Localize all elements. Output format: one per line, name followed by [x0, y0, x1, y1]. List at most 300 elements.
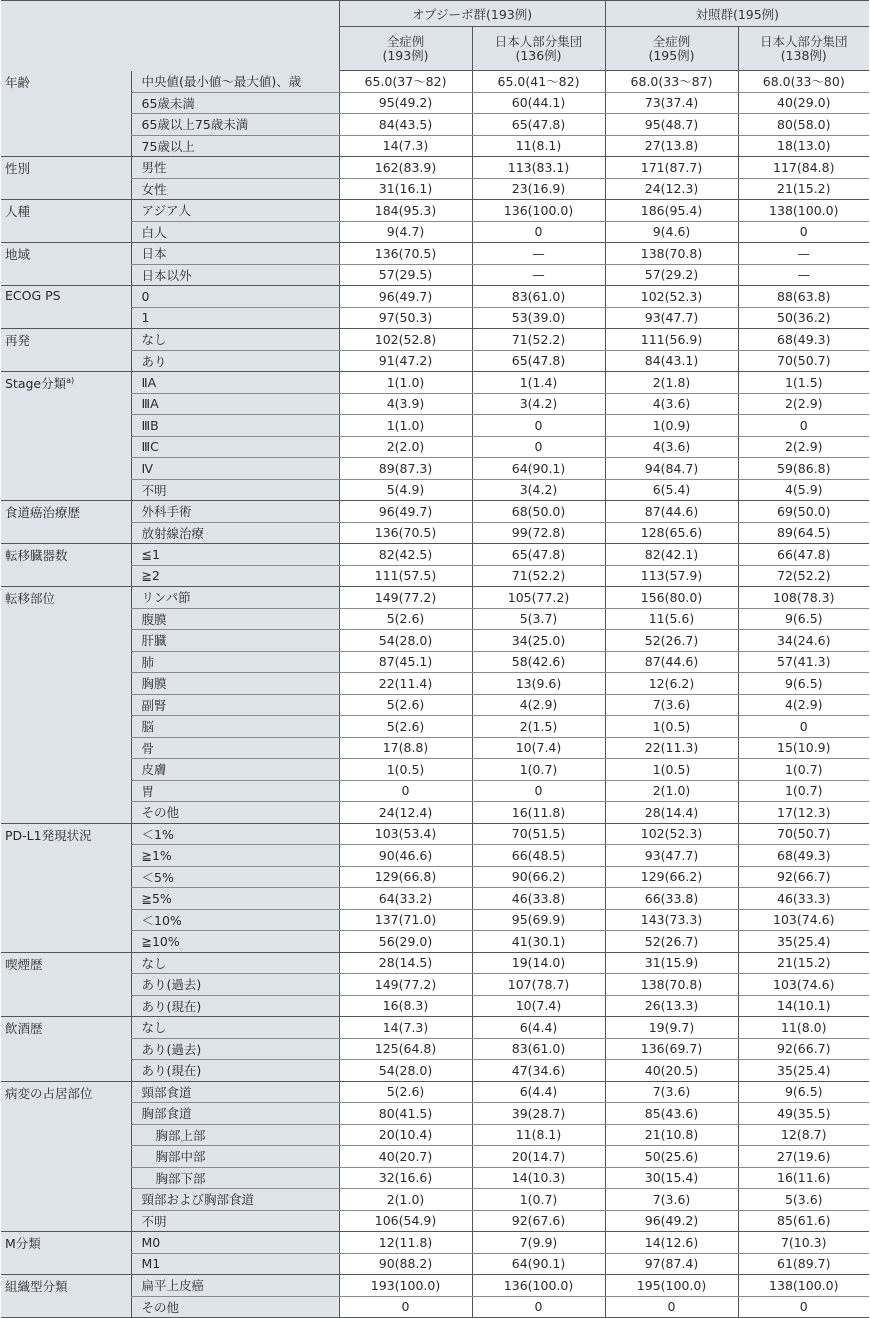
category-label: 転移臓器数 [5, 548, 68, 563]
row-label: ＜5% [131, 866, 339, 888]
row-label: ≦1 [131, 544, 339, 566]
value-cell: 0 [339, 1296, 472, 1318]
value-cell: 5(4.9) [339, 479, 472, 501]
category-label: 年齢 [5, 74, 31, 90]
row-label: 胸部食道 [131, 1103, 339, 1125]
row-category [1, 243, 131, 286]
header-corner [1, 1, 339, 71]
value-cell: 80(58.0) [738, 114, 869, 136]
value-cell: — [738, 264, 869, 286]
value-cell: 20(14.7) [472, 1146, 605, 1168]
row-label: ⅢB [131, 415, 339, 437]
category-label: 食道癌治療歴 [5, 505, 81, 520]
value-cell: 113(57.9) [605, 565, 738, 587]
table-row [1, 716, 869, 738]
value-cell: 129(66.2) [605, 866, 738, 888]
table-row [1, 1189, 869, 1211]
value-cell: 84(43.5) [339, 114, 472, 136]
row-label: M1 [131, 1253, 339, 1275]
row-category [1, 200, 131, 243]
value-cell: 5(2.6) [339, 716, 472, 738]
value-cell: 96(49.7) [339, 286, 472, 308]
value-cell: 35(25.4) [738, 931, 869, 953]
value-cell: 136(70.5) [339, 243, 472, 265]
row-label: 0 [131, 286, 339, 308]
table-row [1, 501, 869, 523]
value-cell: 2(1.0) [339, 1189, 472, 1211]
row-label: 1 [131, 307, 339, 329]
row-label: 副腎 [131, 694, 339, 716]
category-label: 組織型分類 [5, 1279, 68, 1294]
demographics-table [1, 0, 869, 1318]
value-cell: 125(64.8) [339, 1038, 472, 1060]
row-label: 不明 [131, 1210, 339, 1232]
value-cell: 5(2.6) [339, 608, 472, 630]
row-label: 腹膜 [131, 608, 339, 630]
value-cell: 34(24.6) [738, 630, 869, 652]
value-cell: 95(69.9) [472, 909, 605, 931]
value-cell: 30(15.4) [605, 1167, 738, 1189]
table-row [1, 71, 869, 93]
value-cell: 14(10.1) [738, 995, 869, 1017]
value-cell: 64(90.1) [472, 1253, 605, 1275]
table-row [1, 393, 869, 415]
table-row [1, 608, 869, 630]
value-cell: 5(2.6) [339, 694, 472, 716]
row-label: あり(過去) [131, 974, 339, 996]
footnote-marker: a) [66, 375, 75, 385]
value-cell: 9(4.6) [605, 221, 738, 243]
row-label: 扁平上皮癌 [131, 1275, 339, 1297]
row-label: あり(過去) [131, 1038, 339, 1060]
category-label: 再発 [5, 333, 31, 348]
row-label: ⅢA [131, 393, 339, 415]
row-label: 放射線治療 [131, 522, 339, 544]
table-row [1, 780, 869, 802]
value-cell: 59(86.8) [738, 458, 869, 480]
row-label: 頸部食道 [131, 1081, 339, 1103]
table-row [1, 866, 869, 888]
category-label: 喫煙歴 [5, 956, 43, 972]
row-category [1, 1017, 131, 1082]
value-cell: 9(4.7) [339, 221, 472, 243]
row-label: ≧2 [131, 565, 339, 587]
value-cell: 4(2.9) [472, 694, 605, 716]
row-label: Ⅳ [131, 458, 339, 480]
value-cell: 90(88.2) [339, 1253, 472, 1275]
value-cell: 60(44.1) [472, 92, 605, 114]
row-label: 外科手術 [131, 501, 339, 523]
value-cell: 1(1.0) [339, 415, 472, 437]
value-cell: 14(12.6) [605, 1232, 738, 1254]
value-cell: 28(14.5) [339, 952, 472, 974]
row-label: 胸部上部 [131, 1124, 339, 1146]
row-label: ≧5% [131, 888, 339, 910]
row-label: ⅢC [131, 436, 339, 458]
table-row [1, 544, 869, 566]
value-cell: 0 [472, 415, 605, 437]
value-cell: 162(83.9) [339, 157, 472, 179]
value-cell: 68.0(33～87) [605, 71, 738, 93]
table-row [1, 372, 869, 394]
value-cell: — [472, 264, 605, 286]
row-label: 中央値(最小値～最大値)、歳 [131, 71, 339, 93]
value-cell: 93(47.7) [605, 307, 738, 329]
table-row [1, 1081, 869, 1103]
table-row [1, 1038, 869, 1060]
value-cell: — [472, 243, 605, 265]
value-cell: 103(74.6) [738, 909, 869, 931]
value-cell: 26(13.3) [605, 995, 738, 1017]
value-cell: 82(42.1) [605, 544, 738, 566]
value-cell: 138(70.8) [605, 243, 738, 265]
table-row [1, 1124, 869, 1146]
row-category [1, 1232, 131, 1275]
value-cell: 89(64.5) [738, 522, 869, 544]
value-cell: 0 [339, 780, 472, 802]
value-cell: 93(47.7) [605, 845, 738, 867]
value-cell: 68(49.3) [738, 845, 869, 867]
value-cell: 107(78.7) [472, 974, 605, 996]
value-cell: 4(2.9) [738, 694, 869, 716]
value-cell: 16(8.3) [339, 995, 472, 1017]
row-category [1, 587, 131, 824]
value-cell: 68.0(33～80) [738, 71, 869, 93]
value-cell: 22(11.4) [339, 673, 472, 695]
row-label: 男性 [131, 157, 339, 179]
value-cell: 85(43.6) [605, 1103, 738, 1125]
value-cell: 92(66.7) [738, 1038, 869, 1060]
table-row [1, 565, 869, 587]
value-cell: 22(11.3) [605, 737, 738, 759]
value-cell: 137(71.0) [339, 909, 472, 931]
value-cell: 105(77.2) [472, 587, 605, 609]
row-category [1, 823, 131, 952]
row-label: 皮膚 [131, 759, 339, 781]
value-cell: 99(72.8) [472, 522, 605, 544]
table-row [1, 995, 869, 1017]
value-cell: 15(10.9) [738, 737, 869, 759]
row-label: あり(現在) [131, 1060, 339, 1082]
row-category [1, 329, 131, 372]
row-label: 女性 [131, 178, 339, 200]
value-cell: 3(4.2) [472, 393, 605, 415]
value-cell: 65.0(41～82) [472, 71, 605, 93]
value-cell: 106(54.9) [339, 1210, 472, 1232]
value-cell: 70(51.5) [472, 823, 605, 845]
row-category [1, 544, 131, 587]
value-cell: 72(52.2) [738, 565, 869, 587]
category-label: 地域 [5, 247, 31, 262]
row-label: 頸部および胸部食道 [131, 1189, 339, 1211]
value-cell: 138(70.8) [605, 974, 738, 996]
row-label: 日本 [131, 243, 339, 265]
value-cell: 6(5.4) [605, 479, 738, 501]
value-cell: 4(5.9) [738, 479, 869, 501]
value-cell: 0 [738, 415, 869, 437]
value-cell: 2(2.9) [738, 436, 869, 458]
table-body [1, 71, 869, 1318]
value-cell: 70(50.7) [738, 823, 869, 845]
value-cell: 91(47.2) [339, 350, 472, 372]
value-cell: 129(66.8) [339, 866, 472, 888]
value-cell: 2(1.5) [472, 716, 605, 738]
value-cell: 1(0.7) [472, 759, 605, 781]
value-cell: 138(100.0) [738, 200, 869, 222]
value-cell: 19(14.0) [472, 952, 605, 974]
value-cell: 143(73.3) [605, 909, 738, 931]
row-label: その他 [131, 802, 339, 824]
value-cell: 96(49.7) [339, 501, 472, 523]
value-cell: 49(35.5) [738, 1103, 869, 1125]
row-label: その他 [131, 1296, 339, 1318]
table-row [1, 1296, 869, 1318]
table-row [1, 673, 869, 695]
row-label: 65歳未満 [131, 92, 339, 114]
subheader-japanese-subset: 日本人部分集団 (138例) [738, 27, 869, 71]
value-cell: 87(44.6) [605, 651, 738, 673]
table-row [1, 651, 869, 673]
value-cell: 0 [738, 716, 869, 738]
value-cell: 5(3.6) [738, 1189, 869, 1211]
value-cell: 1(1.0) [339, 372, 472, 394]
value-cell: 23(16.9) [472, 178, 605, 200]
table-row [1, 178, 869, 200]
category-label: 転移部位 [5, 591, 56, 606]
table-row [1, 737, 869, 759]
group-header-control: 対照群(195例) [605, 1, 869, 27]
value-cell: 9(6.5) [738, 673, 869, 695]
value-cell: 84(43.1) [605, 350, 738, 372]
row-label: 65歳以上75歳未満 [131, 114, 339, 136]
value-cell: 113(83.1) [472, 157, 605, 179]
table-row [1, 1060, 869, 1082]
row-label: あり(現在) [131, 995, 339, 1017]
value-cell: 102(52.8) [339, 329, 472, 351]
value-cell: 52(26.7) [605, 630, 738, 652]
value-cell: 90(66.2) [472, 866, 605, 888]
table-row [1, 415, 869, 437]
value-cell: 1(0.7) [738, 780, 869, 802]
value-cell: 103(53.4) [339, 823, 472, 845]
value-cell: 97(50.3) [339, 307, 472, 329]
value-cell: 90(46.6) [339, 845, 472, 867]
value-cell: 65(47.8) [472, 114, 605, 136]
value-cell: 97(87.4) [605, 1253, 738, 1275]
value-cell: 1(0.5) [339, 759, 472, 781]
value-cell: 149(77.2) [339, 974, 472, 996]
table-row [1, 759, 869, 781]
value-cell: 21(15.2) [738, 178, 869, 200]
table-row [1, 114, 869, 136]
value-cell: 128(65.6) [605, 522, 738, 544]
category-label: 人種 [5, 204, 31, 219]
category-label: Stage分類 [5, 376, 67, 391]
value-cell: 184(95.3) [339, 200, 472, 222]
value-cell: 66(47.8) [738, 544, 869, 566]
row-category [1, 372, 131, 501]
value-cell: 40(20.7) [339, 1146, 472, 1168]
value-cell: 58(42.6) [472, 651, 605, 673]
value-cell: 6(4.4) [472, 1081, 605, 1103]
row-label: 脳 [131, 716, 339, 738]
value-cell: 71(52.2) [472, 329, 605, 351]
table-row [1, 1253, 869, 1275]
row-label: ＜1% [131, 823, 339, 845]
value-cell: 149(77.2) [339, 587, 472, 609]
row-label: 不明 [131, 479, 339, 501]
table-row [1, 931, 869, 953]
row-label: ＜10% [131, 909, 339, 931]
table-row [1, 458, 869, 480]
value-cell: 9(6.5) [738, 608, 869, 630]
row-category [1, 1081, 131, 1232]
subheader-all-patients: 全症例 (195例) [605, 27, 738, 71]
value-cell: 41(30.1) [472, 931, 605, 953]
table-row [1, 1017, 869, 1039]
group-header-nivolumab: オプジーボ群(193例) [339, 1, 605, 27]
value-cell: 21(15.2) [738, 952, 869, 974]
value-cell: 7(9.9) [472, 1232, 605, 1254]
value-cell: 27(13.8) [605, 135, 738, 157]
value-cell: 14(7.3) [339, 135, 472, 157]
value-cell: 1(1.5) [738, 372, 869, 394]
value-cell: 12(8.7) [738, 1124, 869, 1146]
row-label: ⅡA [131, 372, 339, 394]
table-row [1, 802, 869, 824]
table-row [1, 243, 869, 265]
value-cell: 83(61.0) [472, 286, 605, 308]
value-cell: 2(1.8) [605, 372, 738, 394]
table-row [1, 630, 869, 652]
table-row [1, 135, 869, 157]
value-cell: 117(84.8) [738, 157, 869, 179]
value-cell: 1(1.4) [472, 372, 605, 394]
value-cell: 17(12.3) [738, 802, 869, 824]
value-cell: 68(49.3) [738, 329, 869, 351]
value-cell: 88(63.8) [738, 286, 869, 308]
table-row [1, 286, 869, 308]
table-row [1, 479, 869, 501]
category-label: ECOG PS [5, 288, 61, 303]
row-label: 日本以外 [131, 264, 339, 286]
table-row [1, 888, 869, 910]
row-label: 胃 [131, 780, 339, 802]
row-category [1, 286, 131, 329]
value-cell: 31(16.1) [339, 178, 472, 200]
value-cell: 193(100.0) [339, 1275, 472, 1297]
value-cell: 11(8.0) [738, 1017, 869, 1039]
value-cell: 11(8.1) [472, 1124, 605, 1146]
value-cell: 108(78.3) [738, 587, 869, 609]
table-row [1, 329, 869, 351]
value-cell: 0 [738, 1296, 869, 1318]
category-label: M分類 [5, 1236, 41, 1251]
value-cell: 111(56.9) [605, 329, 738, 351]
value-cell: 1(0.9) [605, 415, 738, 437]
value-cell: 4(3.6) [605, 393, 738, 415]
value-cell: 16(11.8) [472, 802, 605, 824]
value-cell: 66(33.8) [605, 888, 738, 910]
value-cell: 9(6.5) [738, 1081, 869, 1103]
table-row [1, 1210, 869, 1232]
value-cell: 1(0.5) [605, 716, 738, 738]
row-label: 胸部下部 [131, 1167, 339, 1189]
table-row [1, 694, 869, 716]
value-cell: 64(90.1) [472, 458, 605, 480]
row-label: 胸膜 [131, 673, 339, 695]
value-cell: 17(8.8) [339, 737, 472, 759]
value-cell: 4(3.9) [339, 393, 472, 415]
table-row [1, 845, 869, 867]
table-row [1, 823, 869, 845]
value-cell: 35(25.4) [738, 1060, 869, 1082]
value-cell: 54(28.0) [339, 1060, 472, 1082]
value-cell: 96(49.2) [605, 1210, 738, 1232]
value-cell: 1(0.7) [472, 1189, 605, 1211]
value-cell: 0 [472, 1296, 605, 1318]
value-cell: 69(50.0) [738, 501, 869, 523]
table-row [1, 587, 869, 609]
table-row [1, 92, 869, 114]
value-cell: 156(80.0) [605, 587, 738, 609]
row-label: あり [131, 350, 339, 372]
value-cell: 136(100.0) [472, 200, 605, 222]
value-cell: 10(7.4) [472, 737, 605, 759]
value-cell: 2(2.0) [339, 436, 472, 458]
table-row [1, 350, 869, 372]
row-label: アジア人 [131, 200, 339, 222]
value-cell: 82(42.5) [339, 544, 472, 566]
value-cell: 46(33.3) [738, 888, 869, 910]
value-cell: 32(16.6) [339, 1167, 472, 1189]
table-row [1, 909, 869, 931]
row-label: なし [131, 1017, 339, 1039]
value-cell: 2(2.9) [738, 393, 869, 415]
subheader-japanese-subset: 日本人部分集団 (136例) [472, 27, 605, 71]
value-cell: 7(3.6) [605, 1081, 738, 1103]
value-cell: 171(87.7) [605, 157, 738, 179]
value-cell: 16(11.6) [738, 1167, 869, 1189]
table-row [1, 952, 869, 974]
row-category [1, 501, 131, 544]
value-cell: 18(13.0) [738, 135, 869, 157]
value-cell: 14(7.3) [339, 1017, 472, 1039]
value-cell: 57(29.2) [605, 264, 738, 286]
row-label: 白人 [131, 221, 339, 243]
value-cell: 7(3.6) [605, 1189, 738, 1211]
value-cell: 92(67.6) [472, 1210, 605, 1232]
row-label: 肝臓 [131, 630, 339, 652]
table-row [1, 436, 869, 458]
row-category [1, 952, 131, 1017]
row-label: なし [131, 952, 339, 974]
value-cell: 136(100.0) [472, 1275, 605, 1297]
table-row [1, 264, 869, 286]
value-cell: 50(36.2) [738, 307, 869, 329]
value-cell: 0 [738, 221, 869, 243]
value-cell: 54(28.0) [339, 630, 472, 652]
category-label: 飲酒歴 [5, 1021, 43, 1036]
value-cell: 70(50.7) [738, 350, 869, 372]
value-cell: 28(14.4) [605, 802, 738, 824]
value-cell: 4(3.6) [605, 436, 738, 458]
row-category [1, 71, 131, 157]
value-cell: 85(61.6) [738, 1210, 869, 1232]
value-cell: 0 [472, 221, 605, 243]
value-cell: 92(66.7) [738, 866, 869, 888]
value-cell: 19(9.7) [605, 1017, 738, 1039]
